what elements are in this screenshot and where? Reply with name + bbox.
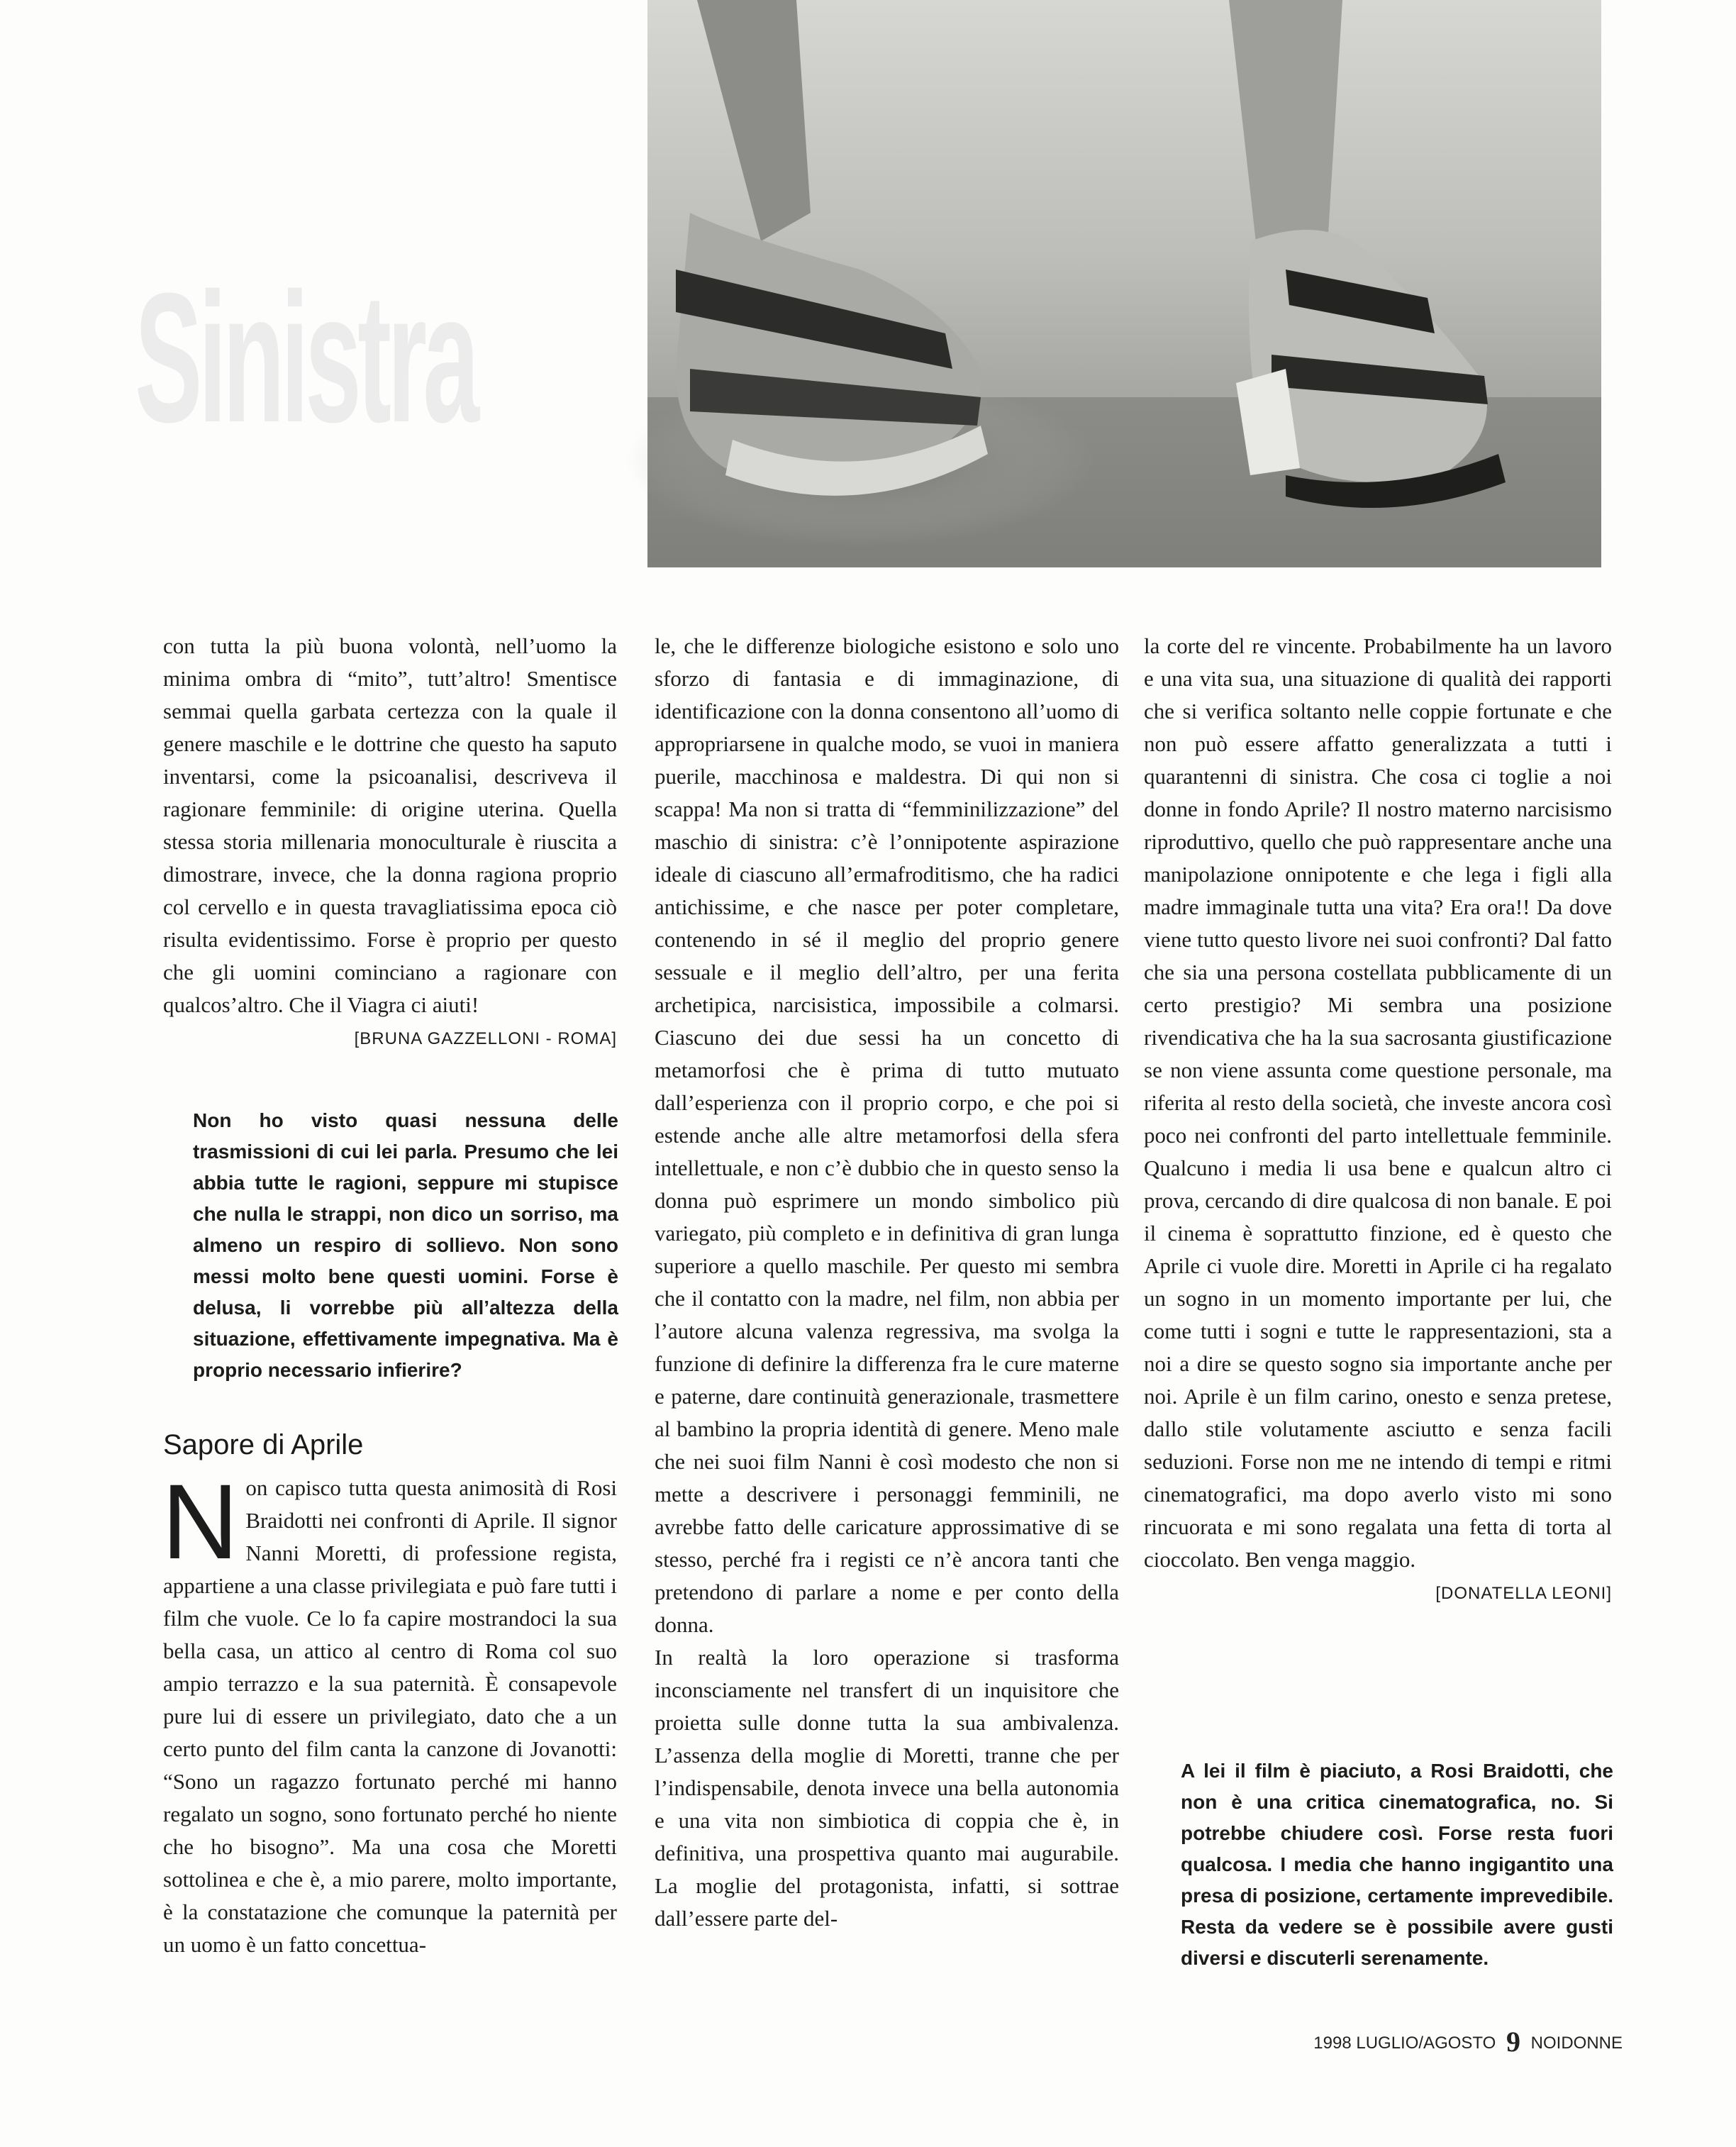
letter1-signature: [BRUNA GAZZELLONI - ROMA] [354,1029,617,1048]
sandals-photo [647,0,1601,567]
editor-reply-1: Non ho visto quasi nessuna delle trasmissioni di cui lei parla. Presumo che lei abbia tutte le ragioni, seppure mi stupisce che nulla le strappi, non dico un sorriso, ma almeno un respiro di sollievo. Non sono messi molto bene questi uomini. Forse è delusa, li vorrebbe più all’altezza della situazione, effettivamente impegnativa. Ma è proprio necessario infierire? [193,1109,618,1381]
editor-reply-2: A lei il film è piaciuto, a Rosi Braidotti, che non è una critica cinematografica, no. Si potrebbe chiudere così. Forse resta fuori qualcosa. I media che hanno ingigantito una presa di posizione, certamente imprevedibile. Resta da vedere se è possibile avere gusti diversi e discuterli serenamente. [1181,1760,1613,1969]
magazine-name: NOIDONNE [1530,2034,1623,2053]
letter2-paragraph-3: In realtà la loro operazione si trasforma inconsciamente nel transfert di un inquisitore che proietta sulle donne tutta la sua ambivalenza. L’assenza della moglie di Moretti, tranne che per l’indispensabile, denota invece una bella autonomia e una vita non simbiotica di coppia che è, in definitiva, una prospettiva quanto mai augurabile. La moglie del protagonista, infatti, si sottrae dall’essere parte del- [655,1645,1119,1931]
background-watermark-word: Sinistra [135,255,476,461]
letter2-paragraph-4: la corte del re vincente. Probabilmente ha un lavoro e una vita sua, una situazione di qualità dei rapporti che si verifica soltanto nelle coppie fortunate e che non può essere affatto generalizzata a tutti i quarantenni di sinistra. Che cosa ci toglie a noi donne in fondo Aprile? Il nostro materno narcisismo riproduttivo, quello che può rappresentare anche una manipolazione onnipotente e che lega i figli alla madre immaginale tutta una vita? Era ora!! Da dove viene tutto questo livore nei suoi confronti? Dal fatto che sia una persona costellata pubblicamente di un certo prestigio? Mi sembra una posizione rivendicativa che ha la sua sacrosanta giustificazione se non viene assunta come questione personale, ma riferita al resto della società, che investe ancora così poco nei confronti del parto intellettuale femminile. Qualcuno i media li usa bene e qualcun altro ci prova, cercando di dire qualcosa di non banale. E poi il cinema è soprattutto finzione, ed è questo che Aprile ci vuole dire. Moretti in Aprile ci ha regalato un sogno in un momento importante per lui, che come tutti i sogni e tutte le rappresentazioni, sta a noi a dire se questo sogno sia importante anche per noi. Aprile è un film carino, onesto e senza pretese, dallo stile volutamente asciutto e senza facili seduzioni. Forse non me ne intendo di tempi e ritmi cinematografici, ma dopo averlo visto mi sono rincuorata e mi sono regalata una fetta di torta al cioccolato. Ben venga maggio. [1144,633,1612,1572]
issue-date: 1998 LUGLIO/AGOSTO [1313,2034,1496,2053]
column-1 [163,630,617,1055]
letter2-paragraph: on capisco tutta questa animosità di Rosi Braidotti nei confronti di Aprile. Il signor Nanni Moretti, di professione regista, appartiene a una classe privilegiata e può fare tutti i film che vuole. Ce lo fa capire mostrandoci la sua bella casa, un attico al centro di Roma col suo ampio terrazzo e la sua paternità. È consapevole pure lui di essere un privilegiato, dato che a un certo punto del film canta la canzone di Jovanotti: “Sono un ragazzo fortunato perché mi hanno regalato un sogno, sono fortunato perché ho niente che ho bisogno”. Ma una cosa che Moretti sottolinea e che è, a mio parere, molto importante, è la constatazione che comunque la paternità per un uomo è un fatto concettua- [163,1475,617,1957]
letter2-paragraph-2: le, che le differenze biologiche esistono e solo uno sforzo di fantasia e di immaginazione, di identificazione con la donna consentono all’uomo di appropriarsene in qualche modo, se vuoi in maniera puerile, macchinosa e maldestra. Di qui non si scappa! Ma non si tratta di “femminilizzazione” del maschio di sinistra: c’è l’onnipotente aspirazione ideale di ciascuno all’ermafroditismo, che ha radici antichissime, e che nasce per poter completare, contenendo in sé il meglio del proprio genere sessuale e il meglio dell’altro, per una ferita archetipica, narcisistica, impossibile a colmarsi. Ciascuno dei due sessi ha un concetto di metamorfosi che è prima di tutto mutuato dall’esperienza con il proprio corpo, e che poi si estende anche alle altre metamorfosi della sfera intellettuale, e non c’è dubbio che in questo senso la donna può esprimere un mondo simbolico più variegato, più completo e in definitiva di gran lunga superiore a quello maschile. Per questo mi sembra che il contatto con la madre, nel film, non abbia per l’autore alcuna valenza regressiva, ma svolga la funzione di definire la differenza fra le cure materne e paterne, dare continuità generazionale, trasmettere al bambino la propria identità di genere. Meno male che nei suoi film Nanni è così modesto che non si mette a descrivere i personaggi femminili, ne avrebbe fatto delle caricature approssimative di se stesso, perché fra i registi ce n’è ancora tanti che pretendono di parlare a nome e per conto della donna. [655,633,1119,1637]
column-2 [655,630,1119,1935]
page-footer [1313,2025,1623,2058]
drop-cap: N [162,1462,239,1581]
letter2-signature: [DONATELLA LEONI] [1435,1584,1612,1603]
section-heading: Sapore di Aprile [163,1429,364,1460]
page-number: 9 [1506,2026,1520,2058]
letter2-start [162,1462,617,1961]
letter1-paragraph: con tutta la più buona volontà, nell’uomo la minima ombra di “mito”, tutt’altro! Smentisce semmai quella garbata certezza con la quale il genere maschile e le dottrine che questo ha saputo inventarsi, come la psicoanalisi, descriveva il ragionare femminile: di origine uterina. Quella stessa storia millenaria monoculturale è riuscita a dimostrare, invece, che la donna ragiona proprio col cervello e in questa travagliatissima epoca ciò risulta evidentissimo. Forse è proprio per questo che gli uomini cominciano a ragionare con qualcos’altro. Che il Viagra ci aiuti! [163,633,617,1017]
column-3 [1144,630,1612,1610]
